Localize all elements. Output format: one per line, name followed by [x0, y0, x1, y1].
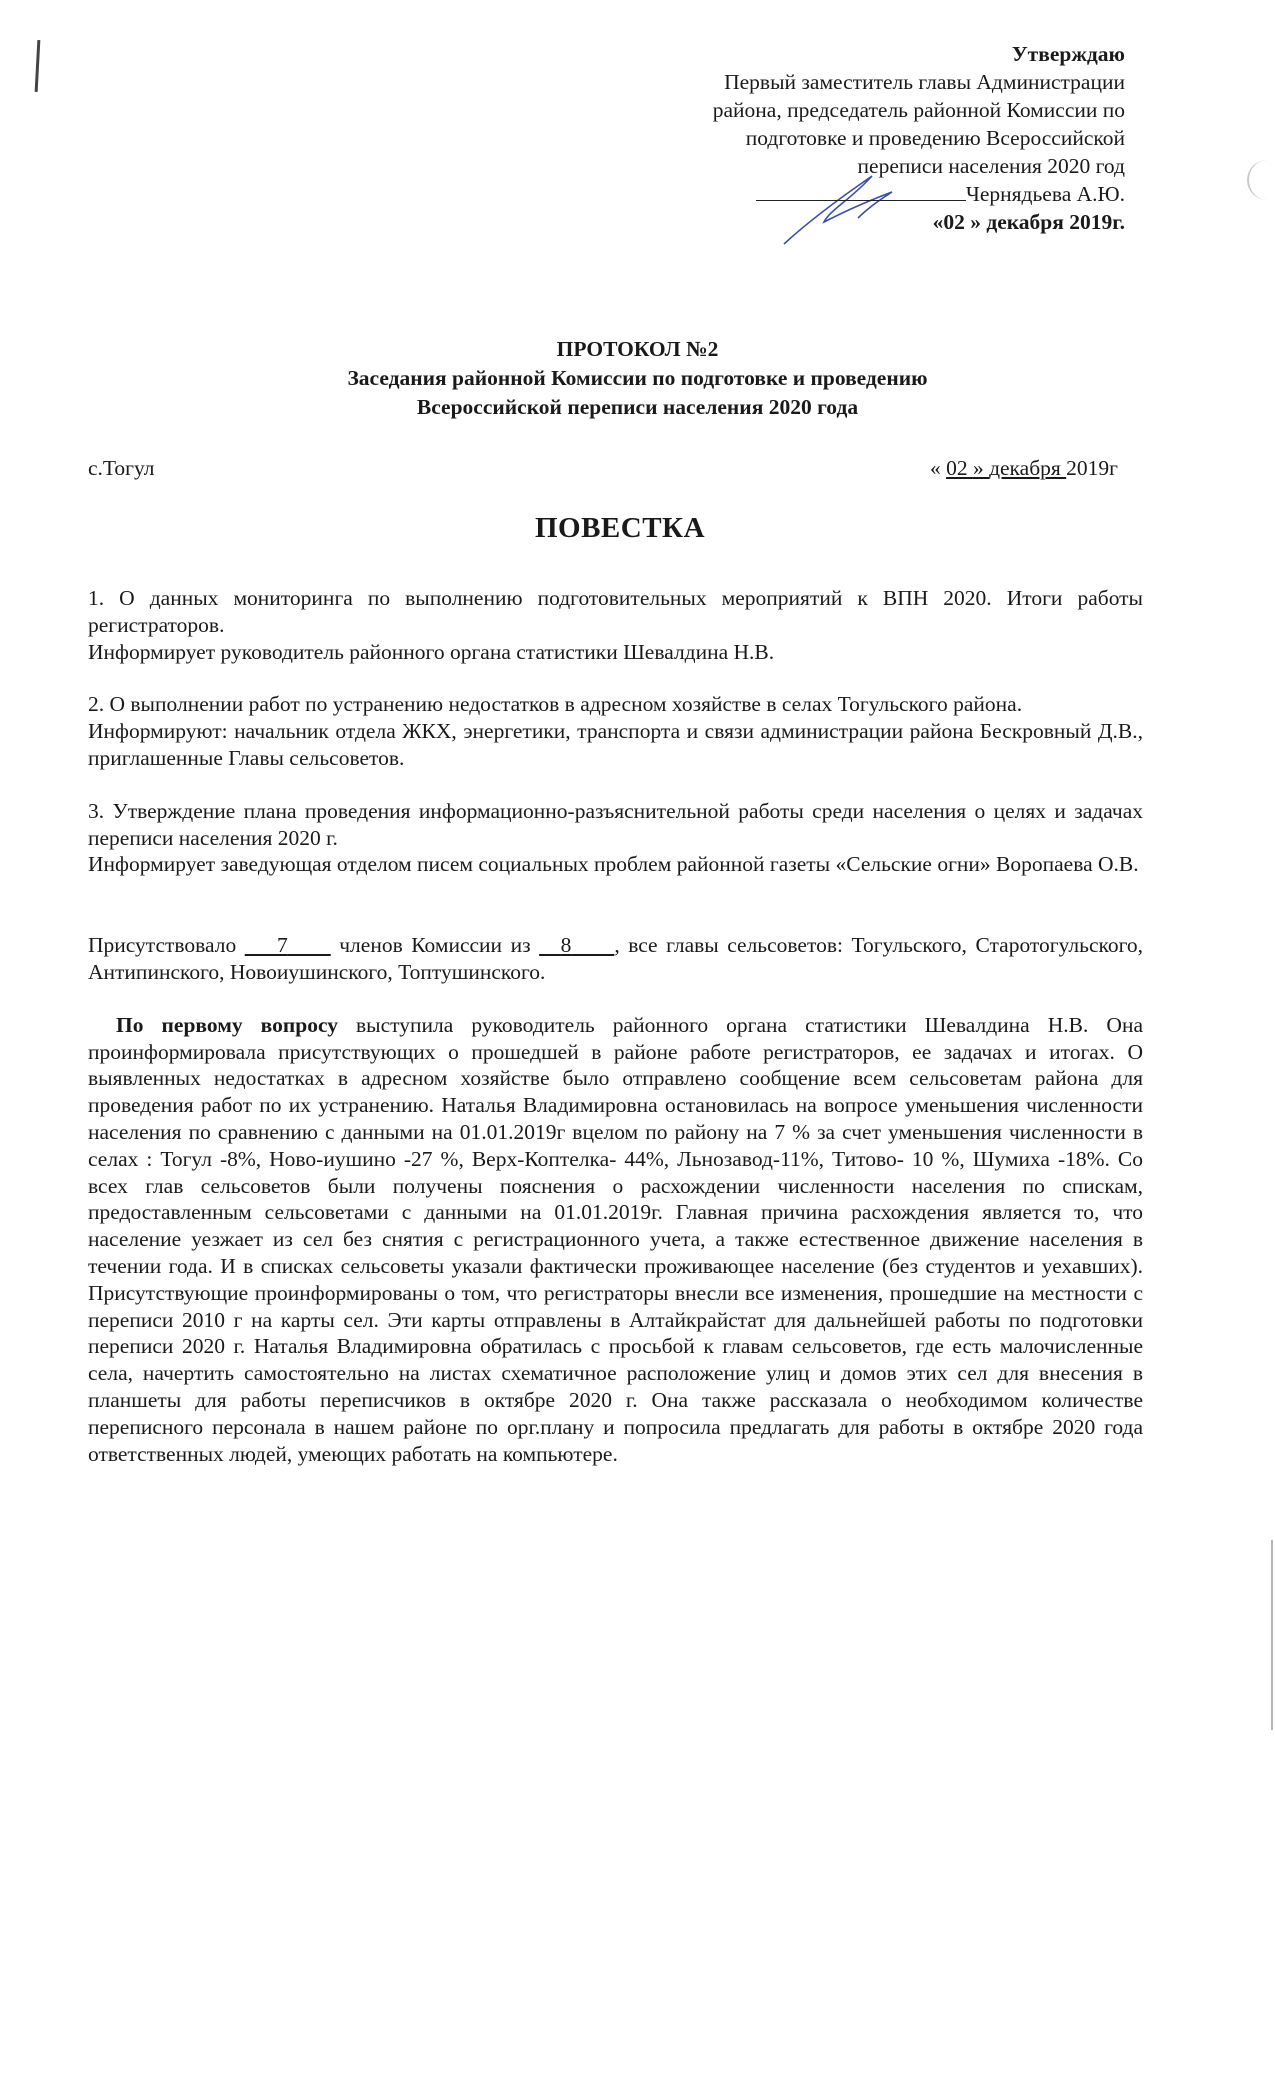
attendance-present-count: 7: [276, 933, 288, 958]
first-question-text: выступила руководитель районного органа статистики Шевалдина Н.В. Она проинформировала присутствующих о прошедшей в районе работе регистраторов, ее задачах и итогах. О выявленных недостатках в адресном хозяйстве было отправлено сообщение всем сельсоветам района для проведения работ по их устранению. Наталья Владимировна остановилась на вопросе уменьшения численности населения по сравнению с данными на 01.01.2019г вцелом по району на 7 % за счет уменьшения численности в селах : Тогул -8%, Ново-иушино -27 %, Верх-Коптелка- 44%, Льнозавод-11%, Титово- 10 %, Шумиха -18%. Со всех глав сельсоветов были получены пояснения о расхождении численности населения по спискам, предоставленным сельсоветами с данными на 01.01.2019г. Главная причина расхождения является то, что население уезжает из сел без снятия с регистрационного учета, а также естественное движение населения в течении года. И в списках сельсоветы указали фактически проживающее население (без студентов и уехавших). Присутствующие проинформированы о том, что регистраторы внесли все изменения, прошедшие на местности с переписи 2010 г на карты сел. Эти карты отправлены в Алтайкрайстат для дальнейшей работы по подготовки переписи 2020 г. Наталья Владимировна обратилась с просьбой к главам сельсоветов, где есть малочисленные села, начертить самостоятельно на листах схематичное расположение улиц и домов этих сел для внесения в планшеты для работы переписчиков в октябре 2020 г. Она также рассказала о необходимом количестве переписного персонала в нашем районе по орг.плану и попросила предлагать для работы в октябре 2020 года ответственных людей, умеющих работать на компьютере.: [88, 1012, 1143, 1466]
attendance-suffix: , все главы сельсоветов: Тогульского, Старотогульского, Антипинского, Новоиушинского, Топтушинского.: [88, 933, 1143, 984]
approval-date: «02 » декабря 2019г.: [932, 210, 1125, 234]
signature-blank: [756, 180, 966, 201]
page-edge-shadow: [1271, 1540, 1273, 1730]
protocol-header: [0, 335, 1275, 422]
agenda-item: 1. О данных мониторинга по выполнению подготовительных мероприятий к ВПН 2020. Итоги работы регистраторов.: [88, 586, 1143, 637]
date-day: 02: [946, 456, 973, 480]
date-open-quote: «: [929, 456, 947, 480]
signatory-name: Чернядьева А.Ю.: [965, 182, 1125, 206]
agenda-item: 2. О выполнении работ по устранению недостатков в адресном хозяйстве в селах Тогульского района.: [88, 692, 1023, 717]
scan-artifact-mark: [35, 40, 41, 92]
attendance-prefix: Присутствовало: [88, 933, 245, 958]
approval-block: [565, 40, 1125, 236]
attendance-total-count: 8: [560, 933, 572, 958]
agenda-speaker: Информирует руководитель районного органа статистики Шевалдина Н.В.: [88, 639, 775, 664]
signature-line: [565, 180, 1125, 208]
date-close-quote: »: [972, 456, 990, 480]
attendance-middle: членов Комиссии из: [330, 933, 540, 958]
approval-line: переписи населения 2020 год: [857, 154, 1125, 178]
approval-line: подготовке и проведению Всероссийской: [745, 126, 1125, 150]
approval-line: Первый заместитель главы Администрации: [724, 70, 1125, 94]
attendance-paragraph: [88, 932, 1143, 986]
agenda-speaker: Информируют: начальник отдела ЖКХ, энергетики, транспорта и связи администрации района Бескровный Д.В., приглашенные Главы сельсоветов.: [88, 719, 1143, 770]
attendance-present: [245, 933, 331, 957]
meeting-place: с.Тогул: [88, 456, 155, 480]
meeting-date: [930, 456, 1118, 481]
document-body: [88, 585, 1143, 1467]
page-edge-curl: [1247, 160, 1275, 200]
date-month: декабря: [989, 456, 1067, 480]
date-year: 2019г: [1066, 456, 1118, 480]
first-question-paragraph: [88, 1012, 1143, 1468]
protocol-subtitle: Заседания районной Комиссии по подготовке и проведению: [347, 366, 928, 390]
attendance-total: [539, 933, 614, 957]
approval-title: Утверждаю: [1011, 42, 1125, 66]
protocol-subtitle: Всероссийской переписи населения 2020 года: [416, 395, 859, 419]
agenda-item: 3. Утверждение плана проведения информационно-разъяснительной работы среди населения о целях и задачах переписи населения 2020 г.: [88, 798, 1143, 850]
agenda-title: ПОВЕСТКА: [534, 512, 706, 544]
place-date-line: [88, 456, 1118, 481]
approval-line: района, председатель районной Комиссии по: [712, 98, 1125, 122]
protocol-title: ПРОТОКОЛ №2: [556, 337, 719, 361]
agenda-speaker: Информирует заведующая отделом писем социальных проблем районной газеты «Сельские огни» Воропаева О.В.: [88, 852, 1139, 877]
first-question-heading: По первому вопросу: [116, 1012, 338, 1037]
